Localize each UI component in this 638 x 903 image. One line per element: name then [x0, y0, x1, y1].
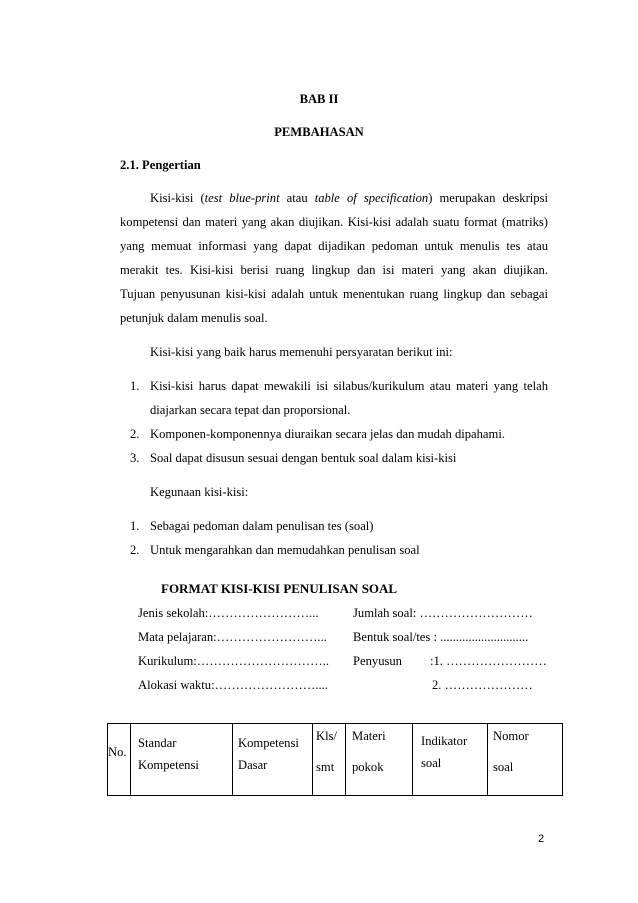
- col-materi-pokok: Materi pokok: [346, 724, 413, 796]
- col-no: No.: [108, 724, 131, 796]
- col-standar-kompetensi: Standar Kompetensi: [131, 724, 233, 796]
- jumlah-soal-field: Jumlah soal: ………………………: [353, 606, 533, 620]
- col-kls-smt: Kls/ smt: [313, 724, 346, 796]
- col-nomor-soal: Nomor soal: [488, 724, 563, 796]
- paragraph-line: kompetensi dan materi yang akan diujikan. Kisi-kisi adalah suatu format (matriks): [120, 215, 548, 229]
- bentuk-soal-field: Bentuk soal/tes : ............................: [353, 630, 529, 644]
- format-title: FORMAT KISI-KISI PENULISAN SOAL: [161, 581, 398, 596]
- paragraph-line: petunjuk dalam menulis soal.: [120, 311, 268, 325]
- mata-pelajaran-field: Mata pelajaran:……………………...: [138, 630, 327, 644]
- kurikulum-field: Kurikulum:…………………………..: [138, 654, 330, 668]
- penyusun-2: 2. …………………: [432, 678, 533, 692]
- chapter-heading: BAB II: [299, 92, 339, 106]
- page-number: 2: [538, 833, 545, 845]
- chapter-title: PEMBAHASAN: [274, 125, 364, 139]
- paragraph-line: Tujuan penyusunan kisi-kisi adalah untuk menentukan ruang lingkup dan sebagai: [120, 287, 548, 301]
- paragraph-line: yang memuat informasi yang dapat dijadikan pedoman untuk menulis tes atau: [120, 239, 548, 253]
- penyusun-label: Penyusun: [353, 654, 402, 668]
- uses-intro: Kegunaan kisi-kisi:: [150, 485, 249, 499]
- col-kompetensi-dasar: Kompetensi Dasar: [233, 724, 313, 796]
- penyusun-1: :1. ……………………: [430, 654, 547, 668]
- requirements-intro: Kisi-kisi yang baik harus memenuhi persyaratan berikut ini:: [150, 345, 453, 359]
- col-indikator-soal: Indikator soal: [413, 724, 488, 796]
- section-heading: 2.1. Pengertian: [120, 158, 201, 172]
- paragraph-line: Kisi-kisi (test blue-print atau table of specification) merupakan deskripsi: [150, 191, 548, 205]
- paragraph-line: merakit tes. Kisi-kisi berisi ruang lingkup dan isi materi yang akan diujikan.: [120, 263, 548, 277]
- jenis-sekolah-field: Jenis sekolah:……………………...: [138, 606, 319, 620]
- kisi-kisi-table: [107, 723, 563, 796]
- alokasi-waktu-field: Alokasi waktu:……………………....: [138, 678, 328, 692]
